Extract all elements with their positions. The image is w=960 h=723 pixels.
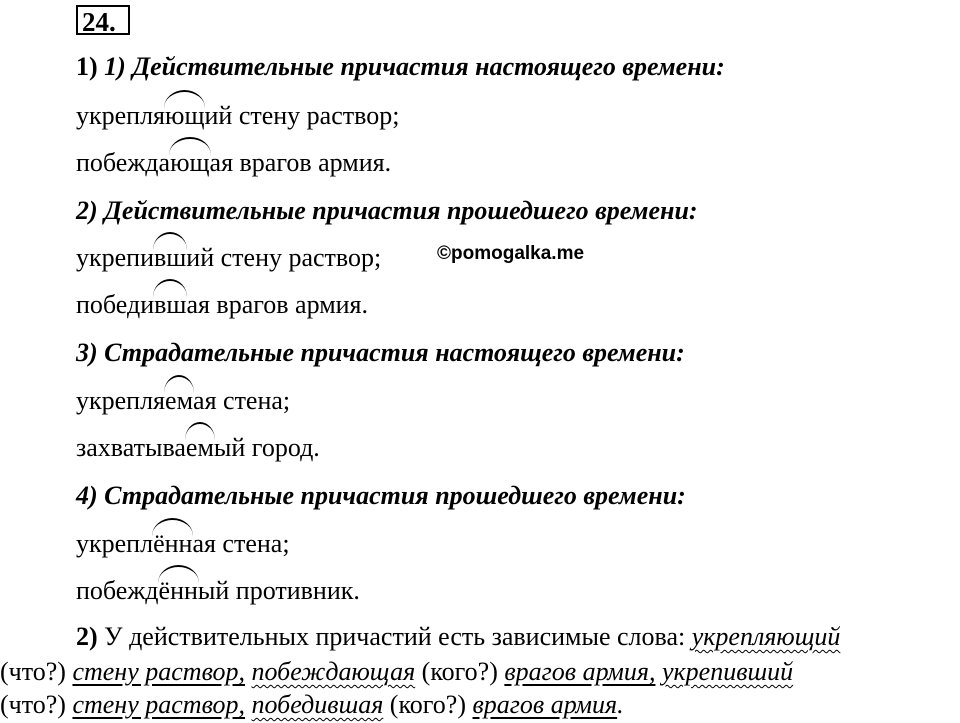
- suffix-arc: ённ: [153, 529, 193, 558]
- dependent-words: стену раствор,: [72, 690, 246, 719]
- suffix-arc: ем: [185, 433, 214, 462]
- heading-1-text: 1) Действительные причастия настоящего времени:: [104, 52, 725, 81]
- participle: укрепляющий: [691, 622, 841, 651]
- heading-4: 4) Страдательные причастия прошедшего времени:: [76, 481, 686, 510]
- heading-1: [76, 52, 725, 82]
- dependent-words: врагов армия,: [504, 657, 656, 686]
- example-1b: побеждающая врагов армия.: [76, 148, 392, 177]
- participle: укрепивший: [661, 657, 794, 686]
- dependent-words: стену раствор,: [72, 657, 246, 686]
- suffix-arc: ющ: [170, 148, 210, 177]
- paragraph-line-3: (что?) стену раствор, победившая (кого?) врагов армия.: [0, 690, 624, 719]
- heading-2: 2) Действительные причастия прошедшего времени:: [76, 196, 698, 225]
- example-3a: укрепляемая стена;: [76, 386, 291, 415]
- part-marker-1: 1): [76, 52, 98, 81]
- example-2b: победившая врагов армия.: [76, 290, 369, 319]
- heading-3: 3) Страдательные причастия настоящего времени:: [76, 338, 685, 367]
- suffix-arc: ющ: [165, 101, 205, 130]
- suffix-arc: вш: [154, 243, 187, 272]
- example-3b: захватываемый город.: [76, 433, 320, 462]
- example-1a: укрепляющий стену раствор;: [76, 101, 400, 130]
- suffix-arc: ённ: [158, 576, 198, 605]
- paragraph-line-2: (что?) стену раствор, побеждающая (кого?) врагов армия, укрепивший: [0, 657, 794, 686]
- example-4b: побеждённый противник.: [76, 576, 360, 605]
- dependent-words: врагов армия: [472, 690, 618, 719]
- suffix-arc: ем: [165, 386, 194, 415]
- task-number: 24.: [76, 5, 130, 35]
- watermark: ©pomogalka.me: [437, 243, 585, 264]
- example-2a: укрепивший стену раствор;: [76, 243, 382, 272]
- example-4a: укреплённая стена;: [76, 529, 290, 558]
- participle: побеждающая: [251, 657, 416, 686]
- suffix-arc: вш: [154, 290, 187, 319]
- part-marker-2: 2): [76, 622, 98, 651]
- participle: победившая: [251, 690, 384, 719]
- paragraph-line-1: 2) У действительных причастий есть зависимые слова: укрепляющий: [76, 622, 841, 651]
